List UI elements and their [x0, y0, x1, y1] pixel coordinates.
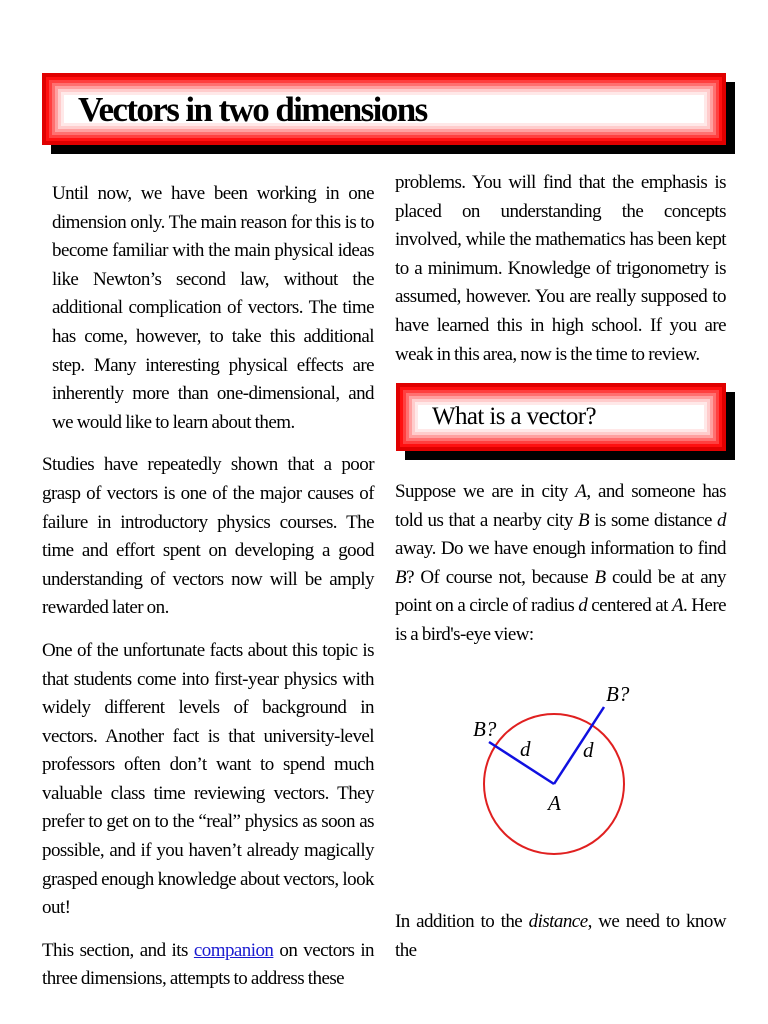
text: , we need to know the	[395, 911, 727, 961]
companion-link[interactable]: companion	[193, 939, 274, 961]
section-paragraph-text-2: on vectors in three dimensions, attempts to address these	[42, 939, 375, 990]
text: centered at	[587, 595, 672, 617]
city-paragraph-text	[395, 478, 726, 650]
text: . Here is a bird's-eye view:	[395, 595, 726, 645]
var-B: B	[594, 566, 606, 588]
label-d-left: d	[520, 737, 531, 761]
subheading: What is a vector?	[432, 403, 597, 430]
var-B: B	[395, 566, 407, 588]
label-B-left: B?	[473, 717, 497, 741]
problems-paragraph: problems. You will find that the emphasis is placed on understanding the concepts involved, while the mathematics has been kept to a minimum. Knowledge of trigonometry is assumed, however. You are really supposed to have learned this in high school. If you are weak in this area, now is the time to review.	[395, 172, 726, 365]
text: ? Of course not, because	[406, 566, 595, 588]
studies-paragraph: Studies have repeatedly shown that a poor grasp of vectors is one of the major causes of failure in introductory physics courses. The time and effort spent on developing a good understanding of vectors now will be amply rewarded later on.	[42, 454, 374, 619]
right-column	[395, 169, 726, 369]
section-paragraph-text: This section, and its	[42, 939, 188, 961]
var-d: d	[578, 595, 588, 617]
text: In addition to the	[395, 911, 529, 932]
subheading-banner	[396, 383, 726, 451]
circle-diagram	[460, 670, 640, 900]
text: away. Do we have enough information to find	[395, 538, 726, 560]
text: could be at any point on a circle of radius	[395, 566, 726, 617]
label-d-right: d	[583, 738, 594, 762]
emphasis-distance: distance	[528, 911, 588, 932]
label-A: A	[548, 791, 561, 815]
var-d: d	[717, 509, 726, 531]
text: is some distance	[589, 509, 718, 531]
page-title: Vectors in two dimensions	[78, 90, 427, 129]
var-A: A	[671, 595, 683, 617]
intro-paragraph: Until now, we have been working in one dimension only. The main reason for this is to become familiar with the main physical ideas like Newton’s second law, without the additional complication of vectors. The time has come, however, to take this additional step. Many interesting physical effects are inherently more than one-dimensional, and we would like to learn about them.	[52, 183, 374, 433]
left-column	[42, 180, 374, 994]
var-B: B	[578, 509, 590, 531]
section-paragraph	[42, 937, 374, 994]
text: Suppose we are in city	[395, 481, 576, 502]
var-A: A	[575, 481, 587, 502]
label-B-upper: B?	[606, 682, 630, 706]
bottom-paragraph-text	[395, 908, 726, 965]
city-paragraph	[395, 478, 726, 650]
unfortunate-facts-paragraph: One of the unfortunate facts about this topic is that students come into first-year physics with widely different levels of background in vectors. Another fact is that university-level professors often don’t want to spend much valuable class time reviewing vectors. They prefer to get on to the “real” physics as soon as possible, and if you haven’t already magically grasped enough knowledge about vectors, look out!	[42, 639, 374, 919]
bottom-paragraph	[395, 908, 726, 965]
title-banner	[42, 73, 726, 145]
text: , and someone has told us that a nearby city	[395, 481, 726, 531]
